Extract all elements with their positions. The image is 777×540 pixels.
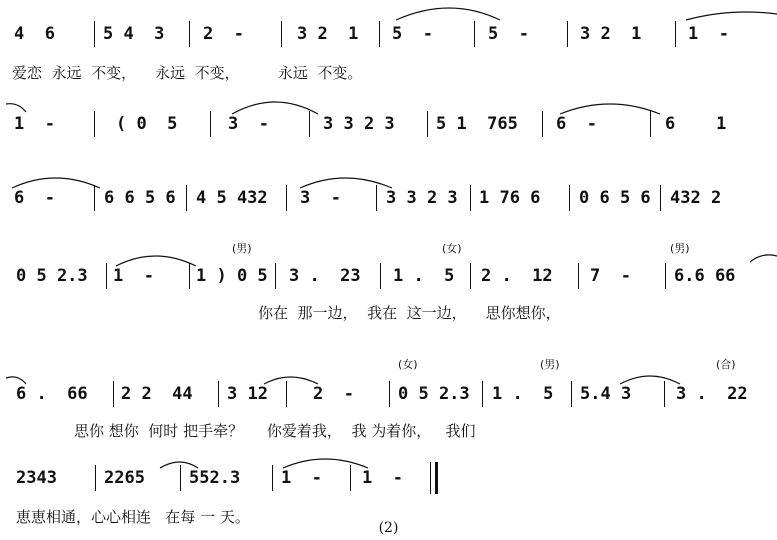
notes-row-2-m7: 6 1 <box>665 114 727 134</box>
notes-row-4-m8: 6.6 66 <box>674 266 736 286</box>
barline <box>482 381 483 407</box>
lyrics-row-6: 恵恵相通，心心相连 在每 一 天。 <box>16 508 250 526</box>
barline <box>569 185 570 211</box>
barline <box>571 381 572 407</box>
notes-row-2-m3: 3 - <box>228 114 269 134</box>
notes-row-1-m2: 5 4 3 <box>103 24 165 44</box>
barline <box>189 21 190 47</box>
barline <box>350 465 351 491</box>
notes-row-2-m4: 3 3 2 3 <box>323 114 395 134</box>
part-tag: (男) <box>670 242 690 255</box>
notes-row-6-m4: 1 - <box>281 468 322 488</box>
barline <box>567 21 568 47</box>
barline <box>474 21 475 47</box>
notes-row-4-m6: 2 . 12 <box>481 266 553 286</box>
barline <box>664 381 665 407</box>
barline <box>210 111 211 137</box>
barline <box>380 263 381 289</box>
barline <box>376 185 377 211</box>
notes-row-4-m1: 0 5 2.3 <box>16 266 88 286</box>
part-tag: (男) <box>232 242 252 255</box>
barline <box>106 263 107 289</box>
part-tag: (女) <box>442 242 462 255</box>
notes-row-2-m1: 1 - <box>14 114 55 134</box>
notes-row-3-m5: 3 3 2 3 <box>386 188 458 208</box>
notes-row-4-m4: 3 . 23 <box>289 266 361 286</box>
barline <box>94 21 95 47</box>
notes-row-3-m6: 1 76 6 <box>479 188 541 208</box>
notes-row-2-m2: ( 0 5 <box>116 114 178 134</box>
barline <box>650 111 651 137</box>
notes-row-3-m1: 6 - <box>14 188 55 208</box>
notes-row-5-m3: 3 12 <box>227 384 268 404</box>
barline <box>427 111 428 137</box>
system-1 <box>0 18 777 88</box>
barline <box>281 21 282 47</box>
notes-row-1: 4 6 <box>14 24 55 44</box>
notes-row-4-m3: 1 ) 0 5 <box>196 266 268 286</box>
barline <box>180 465 181 491</box>
barline <box>95 465 96 491</box>
notes-row-1-m3: 2 - <box>203 24 244 44</box>
barline <box>113 381 114 407</box>
notes-row-3-m8: 432 2 <box>670 188 722 208</box>
barline <box>665 263 666 289</box>
system-2 <box>0 108 777 148</box>
barline <box>286 381 287 407</box>
notes-row-5-m4: 2 - <box>313 384 354 404</box>
notes-row-1-m6: 5 - <box>488 24 529 44</box>
notes-row-1-m5: 5 - <box>392 24 433 44</box>
barline <box>272 465 273 491</box>
notes-row-1-m8: 1 - <box>688 24 729 44</box>
page-number: (2) <box>378 520 399 536</box>
barline <box>275 263 276 289</box>
notes-row-3-m4: 3 - <box>300 188 341 208</box>
barline <box>286 185 287 211</box>
notes-row-6-m2: 2265 <box>104 468 145 488</box>
notes-row-5-m6: 1 . 5 <box>492 384 554 404</box>
notes-row-4-m2: 1 - <box>113 266 154 286</box>
barline <box>186 185 187 211</box>
notes-row-3-m3: 4 5 432 <box>196 188 268 208</box>
system-5 <box>0 356 777 440</box>
notes-row-5-m2: 2 2 44 <box>121 384 193 404</box>
notes-row-6-m3: 552.3 <box>189 468 241 488</box>
notes-row-1-m7: 3 2 1 <box>580 24 642 44</box>
notes-row-2-m5: 5 1 765 <box>436 114 518 134</box>
lyrics-row-4: 你在 那一边， 我在 这一边， 思你想你， <box>258 304 561 322</box>
part-tag: (合) <box>716 358 736 371</box>
barline <box>578 263 579 289</box>
notes-row-5-m8: 3 . 22 <box>676 384 748 404</box>
notes-row-4-m5: 1 . 5 <box>393 266 455 286</box>
lyrics-row-1: 爱恋 永远 不变， 永远 不变， 永远 不变。 <box>12 64 363 82</box>
notes-row-6-m1: 2343 <box>16 468 57 488</box>
barline <box>389 381 390 407</box>
barline <box>542 111 543 137</box>
notes-row-3-m2: 6 6 5 6 <box>104 188 176 208</box>
notes-row-5-m1: 6 . 66 <box>16 384 88 404</box>
final-barline-thick <box>435 462 438 494</box>
notes-row-2-m6: 6 - <box>556 114 597 134</box>
barline <box>94 185 95 211</box>
barline <box>218 381 219 407</box>
notes-row-5-m7: 5.4 3 <box>580 384 632 404</box>
barline <box>94 111 95 137</box>
system-4 <box>0 240 777 320</box>
barline <box>189 263 190 289</box>
barline <box>660 185 661 211</box>
system-3 <box>0 182 777 222</box>
notes-row-1-m4: 3 2 1 <box>297 24 359 44</box>
notes-row-4-m7: 7 - <box>590 266 631 286</box>
part-tag: (女) <box>398 358 418 371</box>
part-tag: (男) <box>540 358 560 371</box>
barline <box>309 111 310 137</box>
barline <box>470 185 471 211</box>
barline <box>379 21 380 47</box>
final-barline-thin <box>430 462 431 494</box>
barline <box>470 263 471 289</box>
notes-row-6-m5: 1 - <box>362 468 403 488</box>
lyrics-row-5: 思你 想你 何时 把手牵？ 你爱着我， 我 为着你， 我们 <box>74 422 476 440</box>
notes-row-5-m5: 0 5 2.3 <box>398 384 470 404</box>
barline <box>675 21 676 47</box>
notes-row-3-m7: 0 6 5 6 <box>579 188 651 208</box>
